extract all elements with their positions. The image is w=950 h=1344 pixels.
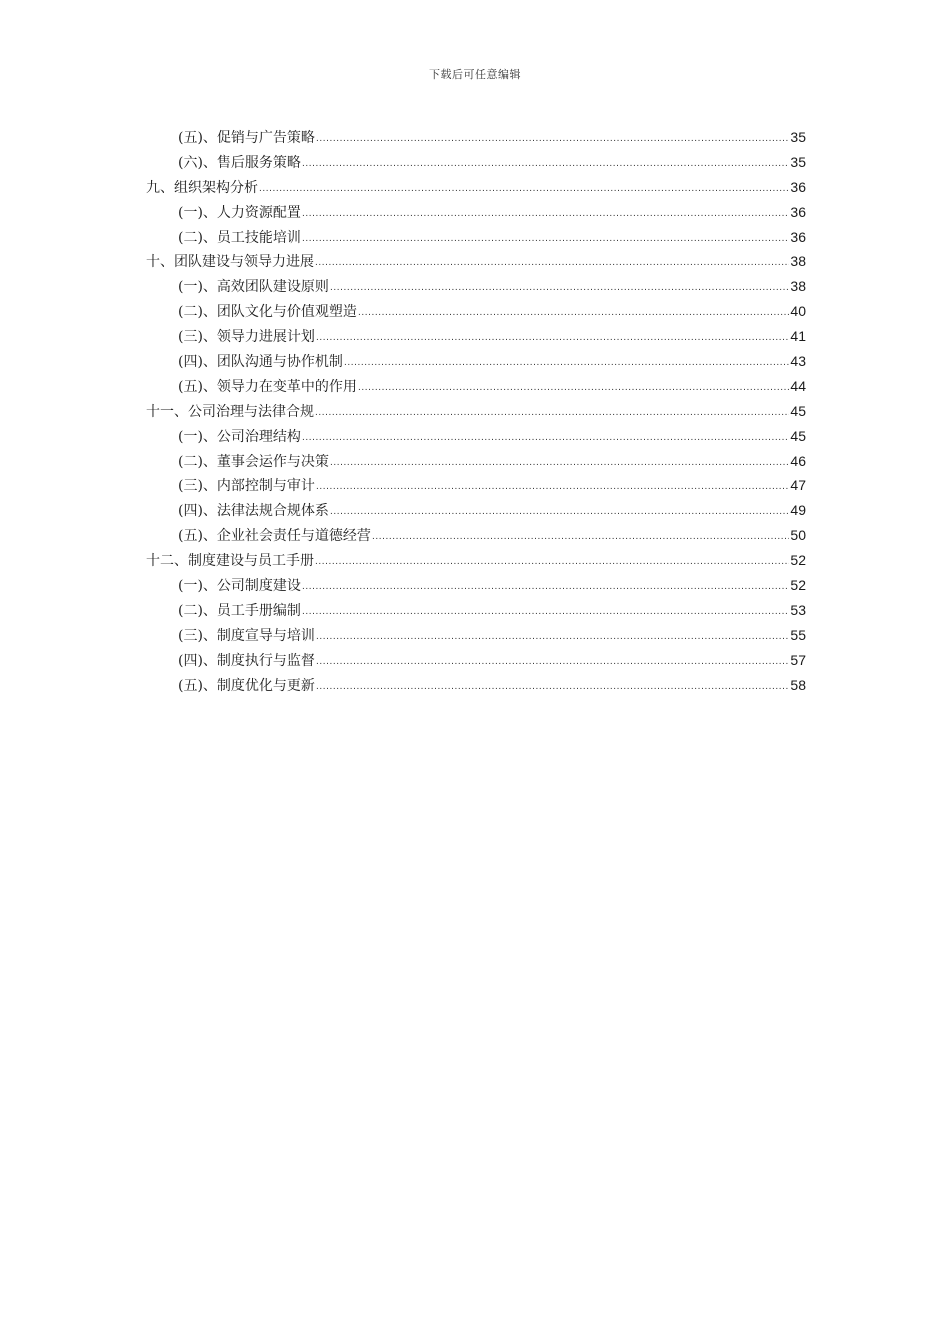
- toc-entry-page-number[interactable]: 57: [790, 651, 806, 668]
- toc-entry[interactable]: [146, 225, 806, 250]
- toc-entry-title[interactable]: (五)、制度优化与更新: [178, 677, 315, 694]
- toc-entry-page-number[interactable]: 38: [790, 253, 806, 270]
- toc-entry[interactable]: [146, 249, 806, 274]
- toc-dot-leader: [330, 498, 789, 525]
- toc-entry[interactable]: [146, 573, 806, 598]
- toc-dot-leader: [372, 523, 789, 550]
- toc-entry-page-number[interactable]: 45: [790, 402, 806, 419]
- toc-dot-leader: [316, 125, 789, 152]
- toc-dot-leader: [302, 424, 789, 451]
- toc-entry-title[interactable]: (一)、人力资源配置: [178, 204, 301, 221]
- toc-entry[interactable]: [146, 349, 806, 374]
- toc-entry[interactable]: [146, 374, 806, 399]
- toc-entry[interactable]: [146, 598, 806, 623]
- toc-dot-leader: [302, 573, 789, 600]
- toc-entry[interactable]: [146, 548, 806, 573]
- toc-entry-page-number[interactable]: 35: [790, 129, 806, 145]
- toc-entry-page-number[interactable]: 52: [790, 552, 806, 569]
- toc-entry[interactable]: [146, 324, 806, 349]
- toc-entry-title[interactable]: (三)、制度宣导与培训: [178, 627, 315, 644]
- toc-dot-leader: [344, 349, 789, 376]
- toc-entry-title[interactable]: (五)、企业社会责任与道德经营: [178, 528, 371, 545]
- toc-entry[interactable]: [146, 424, 806, 449]
- toc-dot-leader: [302, 598, 789, 625]
- toc-entry[interactable]: [146, 449, 806, 474]
- toc-entry-page-number[interactable]: 36: [790, 203, 806, 220]
- toc-entry-title[interactable]: 十、团队建设与领导力进展: [146, 254, 314, 271]
- toc-entry-title[interactable]: (三)、内部控制与审计: [178, 478, 315, 495]
- toc-entry-title[interactable]: (三)、领导力进展计划: [178, 329, 315, 346]
- toc-entry-title[interactable]: (一)、公司治理结构: [178, 428, 301, 445]
- toc-entry-page-number[interactable]: 58: [790, 676, 806, 693]
- toc-entry[interactable]: [146, 399, 806, 424]
- toc-dot-leader: [302, 225, 789, 252]
- toc-entry-title[interactable]: (二)、团队文化与价值观塑造: [178, 304, 357, 321]
- toc-dot-leader: [316, 648, 789, 675]
- toc-entry-page-number[interactable]: 36: [790, 228, 806, 245]
- toc-entry[interactable]: [146, 175, 806, 200]
- toc-dot-leader: [330, 449, 789, 476]
- toc-entry-title[interactable]: (四)、法律法规合规体系: [178, 503, 329, 520]
- toc-entry-title[interactable]: (二)、员工技能培训: [178, 229, 301, 246]
- toc-entry-page-number[interactable]: 38: [790, 278, 806, 295]
- toc-entry-title[interactable]: 十二、制度建设与员工手册: [146, 553, 314, 570]
- toc-entry[interactable]: [146, 673, 806, 698]
- toc-entry-page-number[interactable]: 36: [790, 178, 806, 195]
- toc-entry-title[interactable]: (四)、团队沟通与协作机制: [178, 354, 343, 371]
- toc-entry-title[interactable]: (六)、售后服务策略: [178, 154, 301, 171]
- toc-entry-page-number[interactable]: 50: [790, 527, 806, 544]
- toc-entry[interactable]: [146, 299, 806, 324]
- toc-entry-title[interactable]: (一)、公司制度建设: [178, 578, 301, 595]
- toc-entry-page-number[interactable]: 47: [790, 477, 806, 494]
- toc-entry-page-number[interactable]: 46: [790, 452, 806, 469]
- page-header: 下载后可任意编辑: [429, 68, 521, 81]
- toc-dot-leader: [316, 623, 789, 650]
- toc-entry-title[interactable]: (五)、领导力在变革中的作用: [178, 378, 357, 395]
- toc-entry-title[interactable]: 十一、公司治理与法律合规: [146, 403, 314, 420]
- toc-entry[interactable]: [146, 523, 806, 548]
- toc-dot-leader: [316, 673, 789, 700]
- toc-dot-leader: [302, 150, 789, 177]
- toc-entry-page-number[interactable]: 35: [790, 153, 806, 170]
- toc-entry[interactable]: [146, 125, 806, 150]
- toc-entry[interactable]: [146, 274, 806, 299]
- toc-dot-leader: [315, 399, 789, 426]
- toc-entry-page-number[interactable]: 44: [790, 377, 806, 394]
- toc-entry[interactable]: [146, 150, 806, 175]
- toc-dot-leader: [302, 200, 789, 227]
- toc-entry[interactable]: [146, 200, 806, 225]
- table-of-contents: [146, 125, 806, 697]
- toc-entry-title[interactable]: (二)、董事会运作与决策: [178, 453, 329, 470]
- toc-entry-title[interactable]: 九、组织架构分析: [146, 179, 258, 196]
- toc-entry[interactable]: [146, 498, 806, 523]
- toc-dot-leader: [315, 249, 789, 276]
- toc-entry-page-number[interactable]: 49: [790, 502, 806, 519]
- toc-dot-leader: [358, 374, 789, 401]
- toc-entry-title[interactable]: (四)、制度执行与监督: [178, 652, 315, 669]
- toc-entry[interactable]: [146, 648, 806, 673]
- toc-entry-page-number[interactable]: 40: [790, 303, 806, 320]
- toc-dot-leader: [330, 274, 789, 301]
- toc-entry-page-number[interactable]: 55: [790, 626, 806, 643]
- toc-entry-page-number[interactable]: 52: [790, 577, 806, 594]
- toc-dot-leader: [358, 299, 789, 326]
- toc-entry-page-number[interactable]: 41: [790, 328, 806, 345]
- toc-entry-page-number[interactable]: 45: [790, 427, 806, 444]
- toc-entry-page-number[interactable]: 53: [790, 601, 806, 618]
- toc-dot-leader: [316, 473, 789, 500]
- toc-entry-title[interactable]: (一)、高效团队建设原则: [178, 279, 329, 296]
- toc-entry-title[interactable]: (五)、促销与广告策略: [178, 130, 315, 146]
- toc-dot-leader: [316, 324, 789, 351]
- toc-entry-page-number[interactable]: 43: [790, 353, 806, 370]
- toc-entry[interactable]: [146, 473, 806, 498]
- toc-dot-leader: [315, 548, 789, 575]
- toc-entry-title[interactable]: (二)、员工手册编制: [178, 602, 301, 619]
- toc-entry[interactable]: [146, 623, 806, 648]
- toc-dot-leader: [259, 175, 789, 202]
